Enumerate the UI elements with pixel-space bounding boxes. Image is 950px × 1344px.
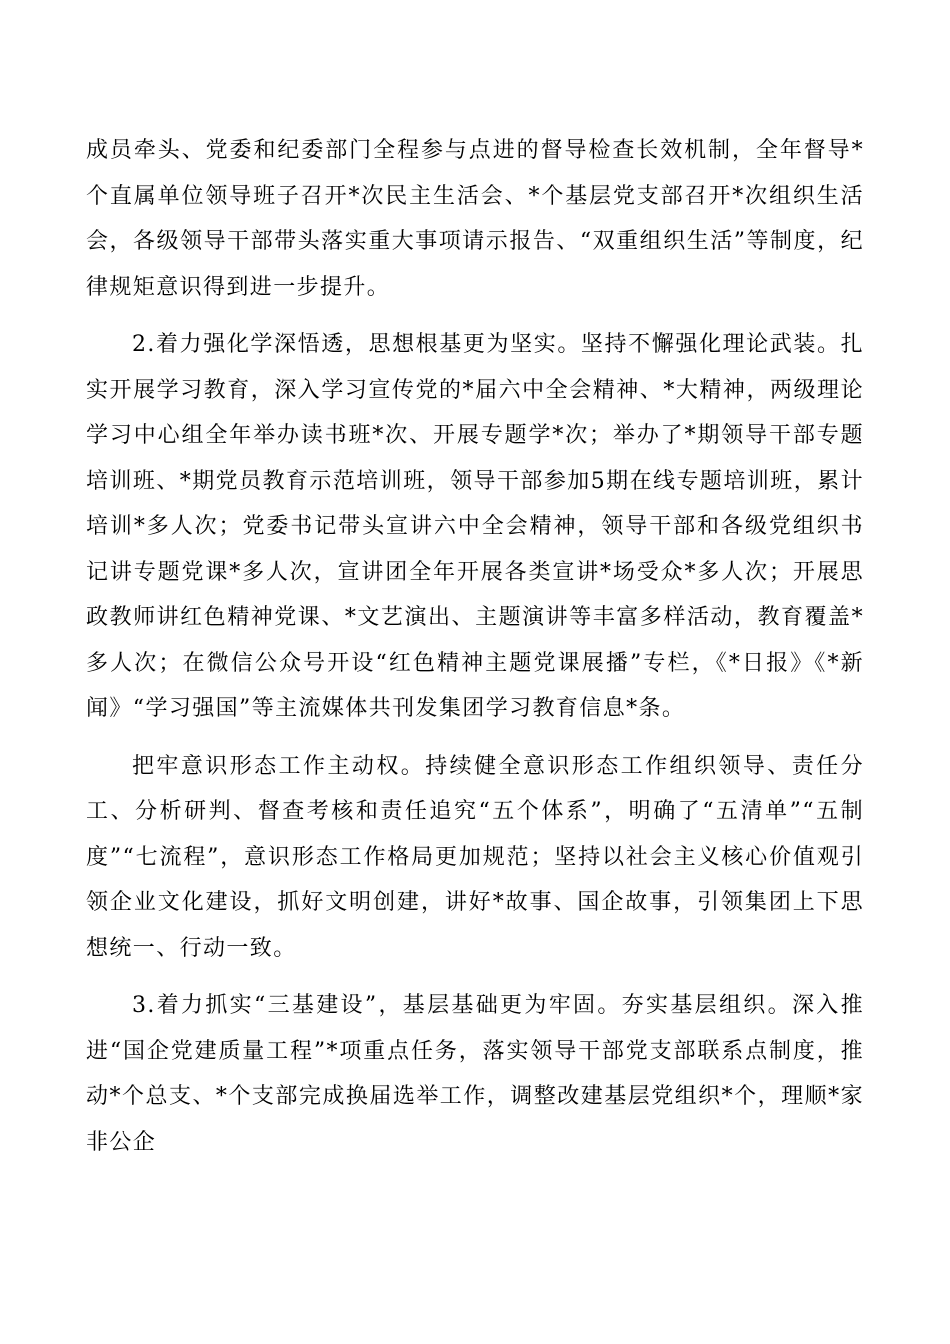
paragraph-4: 3.着力抓实“三基建设”，基层基础更为牢固。夯实基层组织。深入推进“国企党建质量工程”*项重点任务，落实领导干部党支部联系点制度，推动*个总支、*个支部完成换届选举工作，调整改建基层党组织*个，理顺*家非公企 (86, 993, 864, 1155)
paragraph-2: 2.着力强化学深悟透，思想根基更为坚实。坚持不懈强化理论武装。扎实开展学习教育，深入学习宣传党的*届六中全会精神、*大精神，两级理论学习中心组全年举办读书班*次、开展专题学*次；举办了*期领导干部专题培训班、*期党员教育示范培训班，领导干部参加5期在线专题培训班，累计培训*多人次；党委书记带头宣讲六中全会精神，领导干部和各级党组织书记讲专题党课*多人次，宣讲团全年开展各类宣讲*场受众*多人次；开展思政教师讲红色精神党课、*文艺演出、主题演讲等丰富多样活动，教育覆盖*多人次；在微信公众号开设“红色精神主题党课展播”专栏，《*日报》《*新闻》“学习强国”等主流媒体共刊发集团学习教育信息*条。 (86, 332, 864, 721)
paragraph-3: 把牢意识形态工作主动权。持续健全意识形态工作组织领导、责任分工、分析研判、督查考核和责任追究“五个体系”，明确了“五清单”“五制度”“七流程”，意识形态工作格局更加规范；坚持以社会主义核心价值观引领企业文化建设，抓好文明创建，讲好*故事、国企故事，引领集团上下思想统一、行动一致。 (86, 753, 864, 961)
paragraph-1: 成员牵头、党委和纪委部门全程参与点进的督导检查长效机制，全年督导*个直属单位领导班子召开*次民主生活会、*个基层党支部召开*次组织生活会，各级领导干部带头落实重大事项请示报告、“双重组织生活”等制度，纪律规矩意识得到进一步提升。 (86, 138, 864, 300)
document-body (86, 128, 864, 1177)
